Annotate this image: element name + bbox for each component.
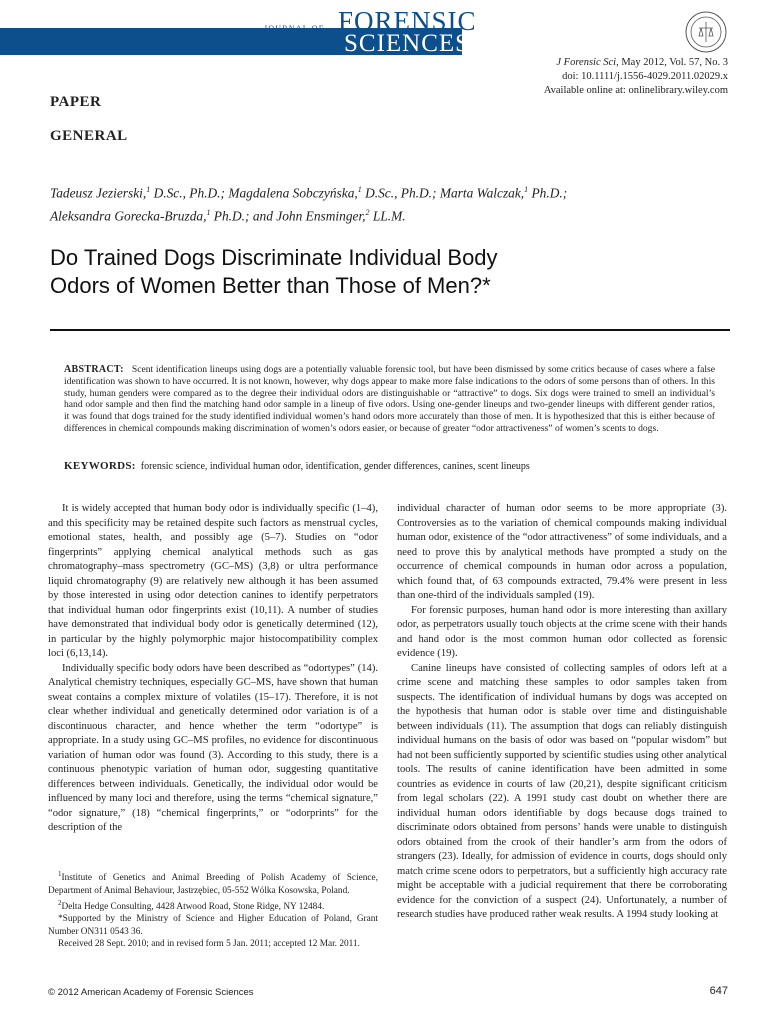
footnote-marker: 1 bbox=[58, 870, 62, 878]
author-name: Magdalena Sobczyńska, bbox=[224, 185, 358, 201]
masthead-forensic: FORENSIC bbox=[338, 6, 477, 36]
copyright: © 2012 American Academy of Forensic Sciences bbox=[48, 987, 254, 998]
body-column-right bbox=[397, 502, 727, 923]
author-affiliation: 1 bbox=[357, 185, 362, 194]
article-title bbox=[50, 244, 730, 300]
abstract-text: Scent identification lineups using dogs are a potentially valuable forensic tool, but have been dismissed by some critics because of cases where a false identification was shown to have occurred. It is not known, however, why dogs appear to make more false indications to the odors of some persons than of others. In this study, human genders were compared as to the degree their individual odors are distinguishable or “attractive” to dogs. Six dogs were trained to smell an individual’s hand odor sample and then find the matching hand odor sample in a lineup of five odors. Using one-gender lineups and two-gender lineups with different gender ratios, it was found that dogs trained for the study identified individual women’s hand odors more accurately than those of men. It is hypothesized that this is either because of differences in chemical compounds making discrimination of women’s odors easier, or because of greater “odor attractiveness” of women’s scents to dogs. bbox=[64, 364, 716, 434]
footnote-received: Received 28 Sept. 2010; and in revised form 5 Jan. 2011; accepted 12 Mar. 2011. bbox=[58, 939, 360, 950]
abstract-label: ABSTRACT: bbox=[64, 364, 124, 375]
author-affiliation: 1 bbox=[206, 208, 211, 218]
title-line: Odors of Women Better than Those of Men?* bbox=[50, 273, 491, 298]
citation-available: Available online at: onlinelibrary.wiley.com bbox=[543, 85, 728, 96]
citation-issue: May 2012, Vol. 57, No. 3 bbox=[621, 57, 728, 68]
body-paragraph: individual character of human odor seems to be more appropriate (3). Controversies as to the variation of chemical compounds making individual human odor, existence of the “odor attractiveness” of some individuals, and a need to prove this by analytical methods have prompted a study on the occurrence of chemical compounds in human odor across a population, which found that, of 63 compounds extracted, 79.4% were present in less than one-third of the individuals sampled (19). bbox=[397, 503, 727, 601]
keywords-text: forensic science, individual human odor, identification, gender differences, canines, scent lineups bbox=[140, 461, 530, 472]
author-degree: D.Sc., Ph.D.; bbox=[150, 185, 225, 201]
author-name: Tadeusz Jezierski, bbox=[50, 185, 147, 201]
footnote-marker: 2 bbox=[58, 898, 62, 907]
abstract bbox=[64, 364, 715, 435]
author-degree: Ph.D.; bbox=[528, 185, 568, 201]
citation-journal: J Forensic Sci, bbox=[556, 57, 619, 68]
body-paragraph: Individually specific body odors have been described as “odortypes” (14). Analytical chemistry techniques, especially GC–MS, have shown that human sweat contains a complex mixture of volatiles (15–17). Therefore, it is not clear whether individual and genetically determined odor variation is of a discontinuous character, and hence whether the term “odortype” is appropriate. In a study using GC–MS profiles, no evidence for discontinuous variation of human odor was found (3). According to this study, there is a continuous phenotypic variation of human odor, suggesting quantitative differences between individuals. Genetically, the individual odor would be influenced by many loci and therefore, using the terms “chemical signature,” “odor signature,” (18) “chemical fingerprints,” or “odorprints” for the description of the bbox=[48, 662, 378, 833]
author-name: Marta Walczak, bbox=[436, 185, 525, 201]
title-divider bbox=[50, 329, 730, 331]
section-label: PAPER bbox=[50, 94, 102, 110]
footnote-affiliation-1 bbox=[48, 868, 378, 897]
author-name: Aleksandra Gorecka-Bruzda, bbox=[50, 208, 207, 224]
footnote-affiliation-2 bbox=[48, 897, 378, 914]
body-paragraph: Canine lineups have consisted of collecting samples of odors left at a crime scene and matching these samples to odor samples taken from suspects. The identification of individual humans by dogs was accepted on the hypothesis that human odor is stable over time and distinguishable between individuals (11). The assumption that dogs can reliably distinguish individual humans on the basis of odor was based on “popular wisdom” but had not been sufficiently supported by scientific studies using other analytical tools. The results of canine identification have been admitted in some countries as evidence in courts of law (20,21), despite significant criticism from legal scholars (22). A 1991 study cast doubt on whether there are individual human odors identifiable by dogs because dogs trained to discriminate odors obtained from persons’ hands were unable to distinguish odors obtained from the crook of their handler’s arm from the odors of strangers (23). Ideally, for admission of evidence in courts, dogs should only match crime scene odors to perpetrators, but a sufficiently high accuracy rate might be acceptable with a judicial requirement that there be corroborating evidence for the conviction of a suspect (24). Unfortunately, a number of research studies have produced rather weak results. A 1994 study looking at bbox=[397, 662, 727, 920]
author-list bbox=[50, 180, 730, 227]
academy-seal-icon bbox=[684, 10, 728, 54]
author-affiliation: 1 bbox=[524, 185, 529, 194]
citation-block bbox=[544, 56, 728, 98]
citation-doi: doi: 10.1111/j.1556-4029.2011.02029.x bbox=[562, 71, 728, 82]
footnote-text: Delta Hedge Consulting, 4428 Atwood Road, Stone Ridge, NY 12484. bbox=[61, 902, 325, 912]
author-degree: D.Sc., Ph.D.; bbox=[361, 185, 437, 201]
subsection-label: GENERAL bbox=[50, 128, 128, 144]
masthead-journal-of: JOURNAL OF bbox=[264, 24, 325, 33]
author-degree: Ph.D.; and bbox=[210, 208, 273, 224]
masthead-sciences: SCIENCES bbox=[344, 30, 471, 57]
keywords-label: KEYWORDS: bbox=[64, 460, 136, 472]
author-name: John Ensminger, bbox=[272, 208, 366, 224]
body-paragraph: For forensic purposes, human hand odor is more interesting than axillary odor, as perpetrators usually touch objects at the crime scene with their hands and hand odor is the most common human odor collected as forensic evidence (19). bbox=[397, 604, 727, 659]
page-number: 647 bbox=[709, 985, 728, 997]
footnote-funding: *Supported by the Ministry of Science and Higher Education of Poland, Grant Number ON311 0543 36. bbox=[48, 914, 378, 937]
author-degree: LL.M. bbox=[369, 208, 406, 224]
author-affiliation: 2 bbox=[365, 208, 370, 218]
author-affiliation: 1 bbox=[146, 185, 151, 194]
keywords bbox=[64, 460, 715, 472]
title-line: Do Trained Dogs Discriminate Individual Body bbox=[50, 245, 498, 270]
footnote-text: Institute of Genetics and Animal Breeding of Polish Academy of Science, Department of Animal Behaviour, Jastrzębiec, 05-552 Wólka Kosowska, Poland. bbox=[48, 873, 378, 896]
body-paragraph: It is widely accepted that human body odor is individually specific (1–4), and this specificity may be retained despite such factors as menstrual cycles, emotional states, health, and possibly age (5–7). Studies on “odor fingerprints” applying chemical analytical methods such as gas chromatography–mass spectrometry (GC–MS) (3,8) or ultra performance liquid chromatography (9) are relatively new although it has been assumed by those interested in using odor detection canines to identify perpetrators that individual human odor fingerprints exist (10,11). A number of studies have demonstrated that individual body odor is genetically determined (12), in particular by the highly polymorphic major histocompatibility complex loci (6,13,14). bbox=[48, 503, 378, 659]
body-column-left bbox=[48, 502, 378, 836]
footnotes bbox=[48, 868, 378, 951]
